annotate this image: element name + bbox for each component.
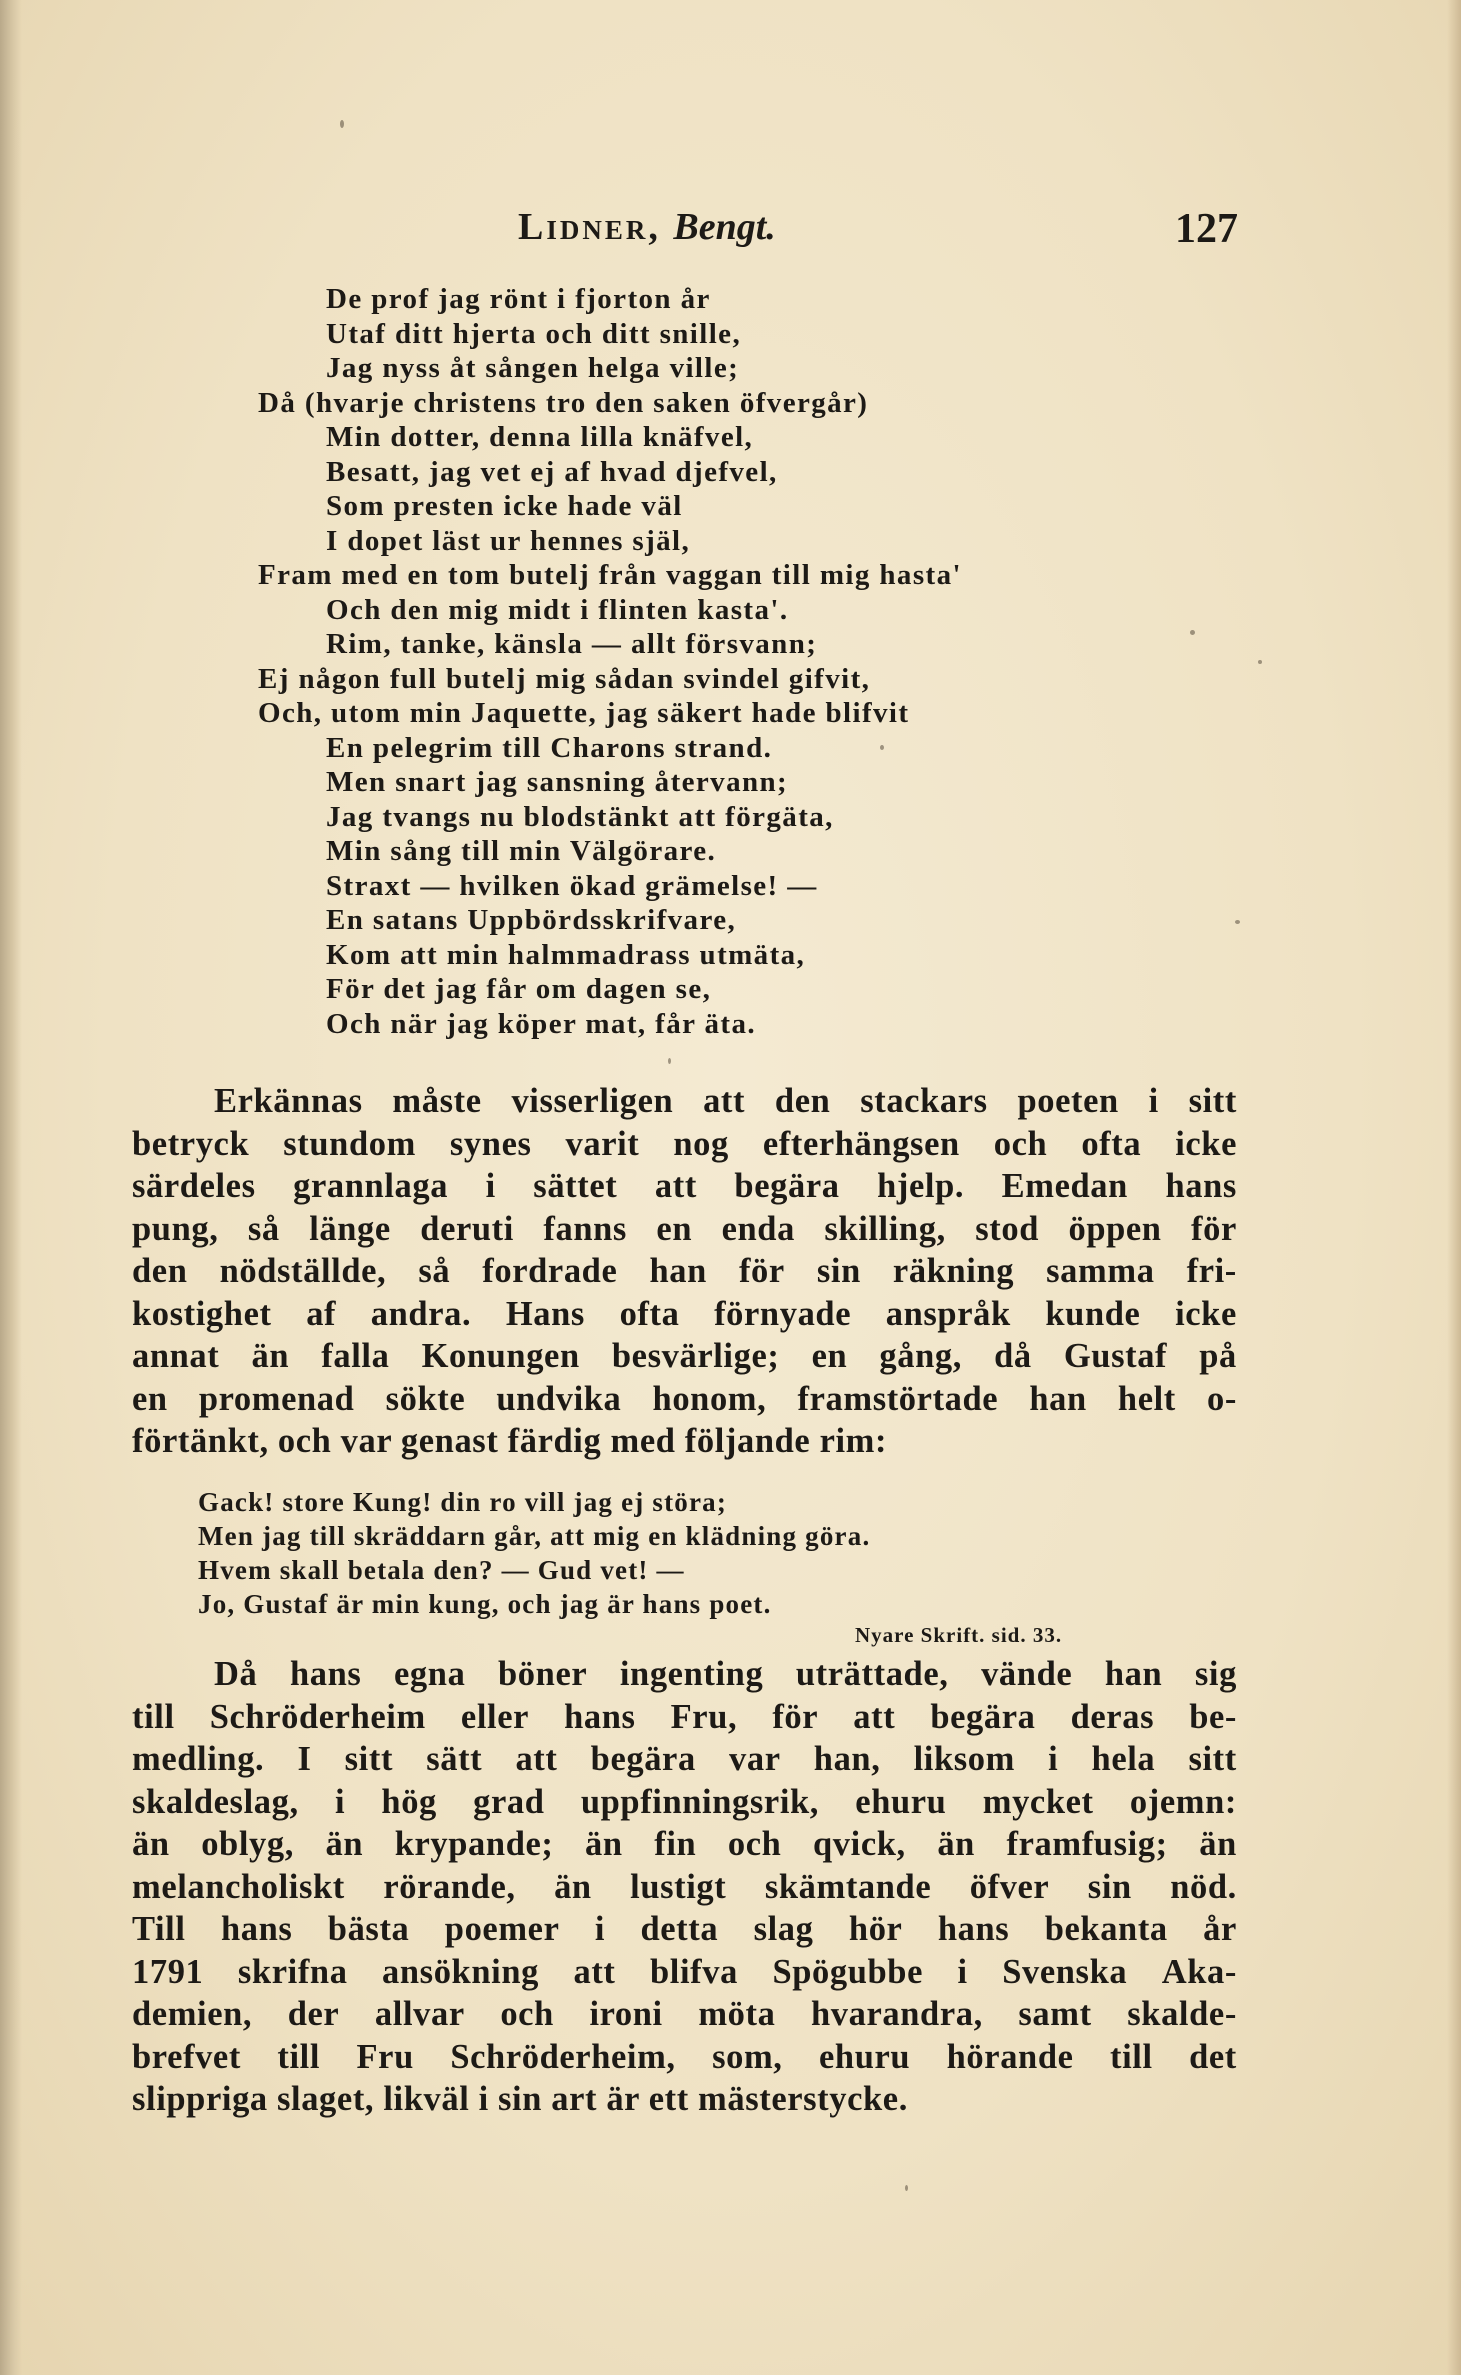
text-line: kostighet af andra. Hans ofta förnyade anspråk kunde icke	[132, 1294, 1237, 1333]
paper-speck	[1258, 660, 1262, 664]
poem-line: Fram med en tom butelj från vaggan till mig hasta'	[258, 559, 962, 591]
paper-speck	[668, 1058, 671, 1064]
text-line: en promenad sökte undvika honom, framstörtade han helt o-	[132, 1379, 1237, 1418]
quote-line: Jo, Gustaf är min kung, och jag är hans poet.	[198, 1589, 772, 1619]
poem-line: I dopet läst ur hennes själ,	[326, 524, 691, 557]
text-line: särdeles grannlaga i sättet att begära hjelp. Emedan hans	[132, 1167, 1237, 1205]
poem-line: Besatt, jag vet ej af hvad djefvel,	[326, 455, 778, 488]
page-gutter-shadow	[0, 0, 22, 2375]
author-forename: Bengt.	[673, 206, 776, 248]
poem-line: Jag nyss åt sången helga ville;	[326, 352, 740, 384]
text-line: slippriga slaget, likväl i sin art är ett mästerstycke.	[132, 2080, 908, 2118]
text-line: medling. I sitt sätt att begära var han, liksom i hela sitt	[132, 1740, 1237, 1778]
poem-line: De prof jag rönt i fjorton år	[326, 283, 711, 315]
quoted-verse	[198, 1485, 1148, 1621]
text-line: till Schröderheim eller hans Fru, för att begära deras be-	[132, 1697, 1237, 1736]
poem-line: Min dotter, denna lilla knäfvel,	[326, 421, 754, 453]
text-line: än oblyg, än krypande; än fin och qvick, än framfusig; än	[132, 1825, 1237, 1863]
text-line: annat än falla Konungen besvärlige; en gång, då Gustaf på	[132, 1337, 1237, 1375]
paragraph-2	[132, 1653, 1237, 2121]
text-line: Då hans egna böner ingenting uträttade, vände han sig	[214, 1655, 1237, 1693]
text-line: 1791 skrifna ansökning att blifva Spögubbe i Svenska Aka-	[132, 1952, 1237, 1991]
poem-line: Rim, tanke, känsla — allt försvann;	[326, 628, 818, 660]
quote-source: Nyare Skrift. sid. 33.	[855, 1623, 1063, 1647]
poem-line: Min sång till min Välgörare.	[326, 835, 717, 867]
poem-line: Som presten icke hade väl	[326, 490, 683, 522]
quote-line: Hvem skall betala den? — Gud vet! —	[198, 1555, 685, 1585]
text-line: demien, der allvar och ironi möta hvarandra, samt skalde-	[132, 1995, 1237, 2033]
paper-speck	[905, 2185, 908, 2191]
text-line: melancholiskt rörande, än lustigt skämtande öfver sin nöd.	[132, 1867, 1237, 1906]
poem-line: Och den mig midt i flinten kasta'.	[326, 593, 789, 626]
running-head	[518, 205, 1238, 255]
poem-block	[258, 282, 1158, 1041]
author-surname: Lidner,	[518, 206, 661, 248]
text-line: pung, så länge deruti fanns en enda skilling, stod öppen för	[132, 1209, 1237, 1248]
paper-speck	[1190, 630, 1195, 635]
poem-line: En pelegrim till Charons strand.	[326, 731, 773, 764]
poem-line: Utaf ditt hjerta och ditt snille,	[326, 317, 742, 350]
paper-speck	[1235, 920, 1240, 924]
text-line: Till hans bästa poemer i detta slag hör hans bekanta år	[132, 1910, 1237, 1948]
poem-line: Straxt — hvilken ökad grämelse! —	[326, 869, 818, 902]
poem-line: Ej någon full butelj mig sådan svindel gifvit,	[258, 662, 871, 695]
paper-speck	[880, 745, 884, 750]
poem-line: Och när jag köper mat, får äta.	[326, 1007, 757, 1040]
text-line: skaldeslag, i hög grad uppfinningsrik, ehuru mycket ojemn:	[132, 1782, 1237, 1821]
quote-line: Men jag till skräddarn går, att mig en klädning göra.	[198, 1521, 871, 1551]
text-line: den nödställde, så fordrade han för sin räkning samma fri-	[132, 1252, 1237, 1290]
running-head-author	[518, 205, 776, 249]
poem-line: Men snart jag sansning återvann;	[326, 766, 789, 798]
paragraph-1	[132, 1080, 1237, 1463]
text-line: förtänkt, och var genast färdig med följande rim:	[132, 1422, 888, 1460]
page-edge-shadow	[1447, 0, 1461, 2375]
text-line: Erkännas måste visserligen att den stackars poeten i sitt	[214, 1082, 1237, 1120]
poem-line: En satans Uppbördsskrifvare,	[326, 904, 737, 936]
poem-line: För det jag får om dagen se,	[326, 973, 712, 1005]
page-number: 127	[1175, 206, 1238, 252]
poem-line: Då (hvarje christens tro den saken öfvergår)	[258, 386, 869, 419]
poem-line: Och, utom min Jaquette, jag säkert hade blifvit	[258, 697, 910, 729]
quote-line: Gack! store Kung! din ro vill jag ej störa;	[198, 1487, 728, 1517]
poem-line: Kom att min halmmadrass utmäta,	[326, 938, 806, 971]
text-line: brefvet till Fru Schröderheim, som, ehuru hörande till det	[132, 2037, 1237, 2076]
paper-speck	[340, 120, 344, 128]
text-line: betryck stundom synes varit nog efterhängsen och ofta icke	[132, 1124, 1237, 1163]
poem-line: Jag tvangs nu blodstänkt att förgäta,	[326, 800, 834, 833]
